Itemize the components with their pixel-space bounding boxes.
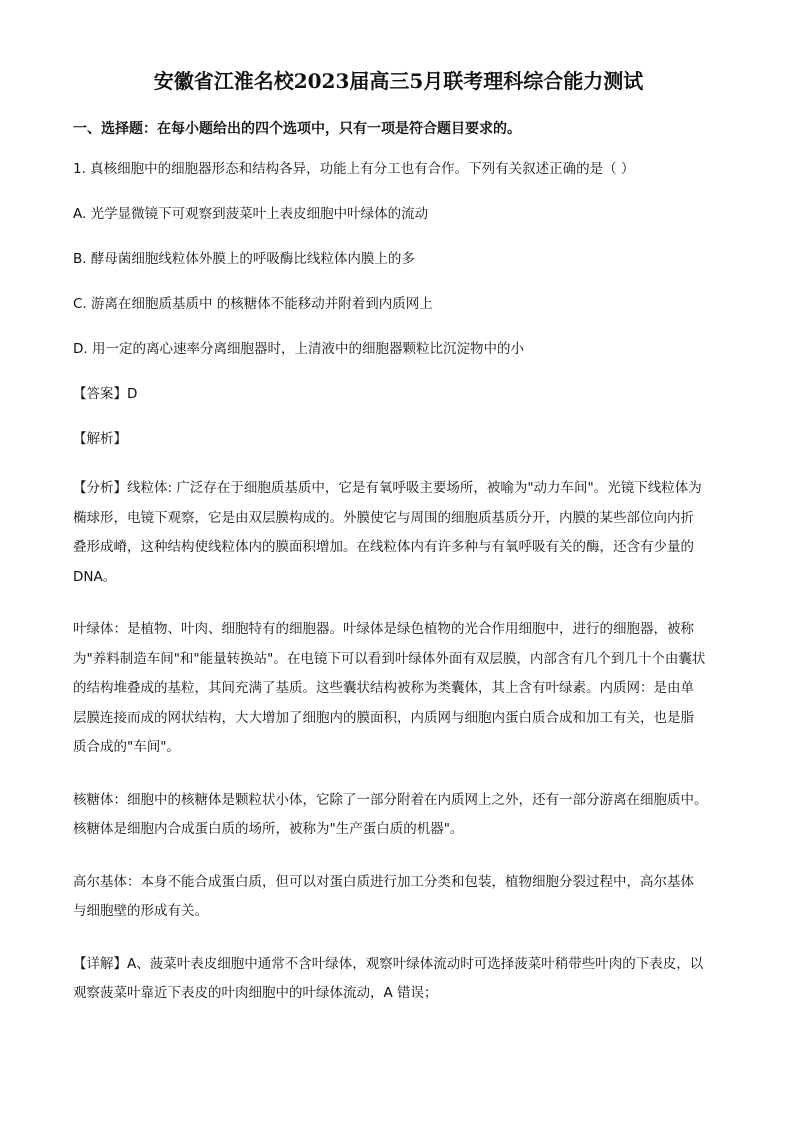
paragraph-line: 的结构堆叠成的基粒，其间充满了基质。这些囊状结构被称为类囊体，其上含有叶绿素。内质网：是由单 [73,680,694,696]
paragraph-line: 【详解】A、菠菜叶表皮细胞中通常不含叶绿体，观察叶绿体流动时可选择菠菜叶稍带些叶肉的下表皮，以 [73,955,704,972]
paragraph-line: 【分析】线粒体: 广泛存在于细胞质基质中，它是有氧呼吸主要场所，被喻为"动力车间"。光镜下线粒体为 [73,480,702,496]
paragraph-line: DNA。 [73,568,117,585]
answer-line: 【答案】D [73,386,138,402]
paragraph-line: 为"养料制造车间"和"能量转换站"。在电镜下可以看到叶绿体外面有双层膜，内部含有几个到几十个由囊状 [73,650,706,667]
analysis-tag: 【解析】 [73,431,127,447]
analysis-paragraph-mitochondria [73,474,724,592]
option-a: A. 光学显微镜下可观察到菠菜叶上表皮细胞中叶绿体的流动 [73,206,429,222]
paragraph-line: 与细胞壁的形成有关。 [73,903,208,919]
paragraph-line: 层膜连接而成的网状结构，大大增加了细胞内的膜面积，内质网与细胞内蛋白质合成和加工有关，也是脂 [73,709,694,726]
paragraph-line: 叠形成嵴，这种结构使线粒体内的膜面积增加。在线粒体内有许多种与有氧呼吸有关的酶，还含有少量的 [73,539,694,555]
paragraph-line: 核糖体：细胞中的核糖体是颗粒状小体，它除了一部分附着在内质网上之外，还有一部分游离在细胞质中。 [73,791,708,808]
option-c: C. 游离在细胞质基质中 的核糖体不能移动并附着到内质网上 [73,296,433,312]
analysis-paragraph-chloroplast [73,615,724,763]
option-b: B. 酵母菌细胞线粒体外膜上的呼吸酶比线粒体内膜上的多 [73,251,415,267]
detailed-explanation [73,950,724,1009]
analysis-paragraph-golgi [73,868,724,927]
paragraph-line: 叶绿体：是植物、叶肉、细胞特有的细胞器。叶绿体是绿色植物的光合作用细胞中，进行的细胞器，被称 [73,621,694,637]
question-stem: 1. 真核细胞中的细胞器形态和结构各异，功能上有分工也有合作。下列有关叙述正确的是（ ） [73,161,635,177]
paragraph-line: 质合成的"车间"。 [73,739,180,755]
paragraph-line: 观察菠菜叶靠近下表皮的叶肉细胞中的叶绿体流动，A 错误； [73,985,438,1001]
paragraph-line: 高尔基体：本身不能合成蛋白质，但可以对蛋白质进行加工分类和包装，植物细胞分裂过程中，高尔基体 [73,873,694,890]
page-title: 安徽省江淮名校2023届高三5月联考理科综合能力测试 [153,69,644,93]
paragraph-line: 核糖体是细胞内合成蛋白质的场所，被称为"生产蛋白质的机器"。 [73,821,464,837]
section-heading: 一、选择题：在每小题给出的四个选项中，只有一项是符合题目要求的。 [73,121,521,137]
option-d: D. 用一定的离心速率分离细胞器时，上清液中的细胞器颗粒比沉淀物中的小 [73,341,524,357]
paragraph-line: 椭球形，电镜下观察，它是由双层膜构成的。外膜使它与周围的细胞质基质分开，内膜的某些部位向内折 [73,509,694,526]
analysis-paragraph-ribosome [73,786,724,845]
